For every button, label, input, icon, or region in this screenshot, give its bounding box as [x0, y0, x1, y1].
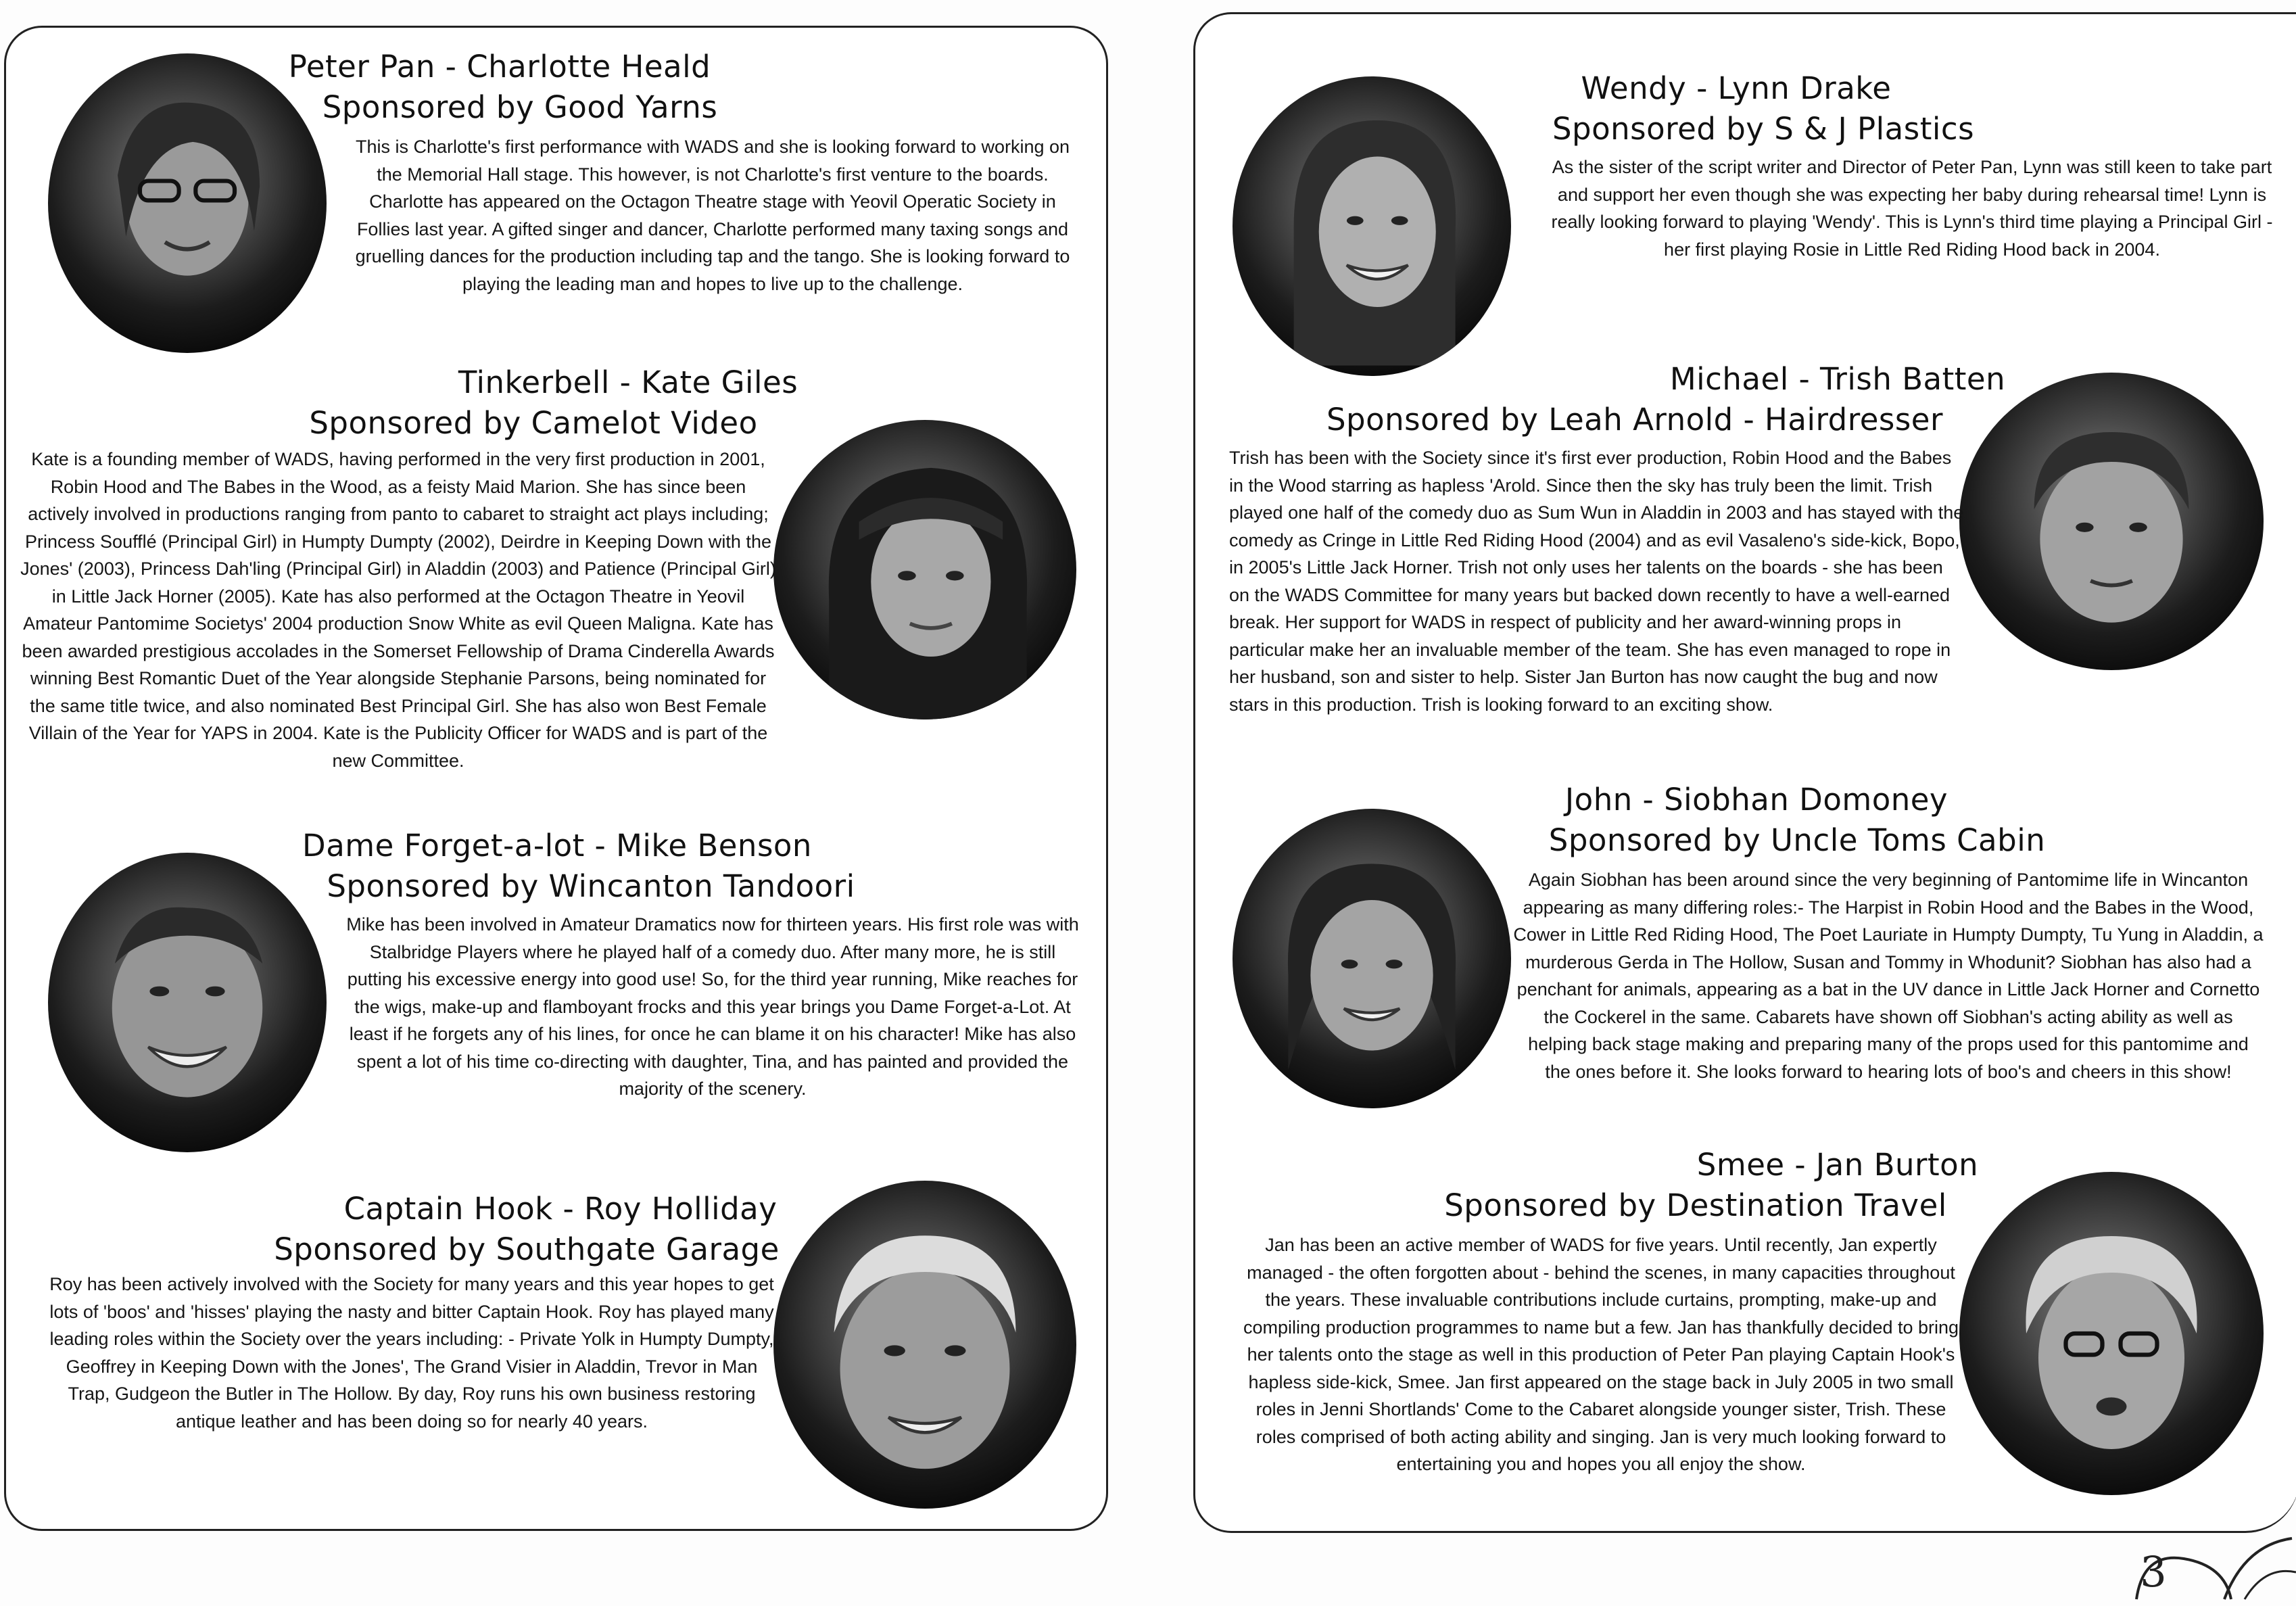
portrait-photo-lynn-drake — [1233, 76, 1511, 376]
sponsor-trish-batten — [1276, 400, 1993, 440]
role-title: Peter Pan - Charlotte Heald — [288, 49, 711, 85]
person-portrait-icon — [773, 1181, 1076, 1509]
role-title: John - Siobhan Domoney — [1564, 782, 1948, 818]
bio-paragraph: As the sister of the script writer and Director of Peter Pan, Lynn was still keen to take part and support her even though she was expecting her baby during rehearsal time! Lynn is really looking forward to playing 'Wendy'. This is Lynn's third time playing a Principal Girl - her first playing Rosie in Little Red Riding Hood back in 2004. — [1551, 157, 2273, 260]
person-portrait-icon — [1959, 373, 2264, 670]
role-title: Michael - Trish Batten — [1669, 361, 2006, 397]
title-siobhan-domoney — [1452, 780, 2061, 820]
title-roy-holliday — [229, 1189, 892, 1229]
sponsor-line: Sponsored by Leah Arnold - Hairdresser — [1326, 402, 1943, 438]
bio-text-mike-benson — [344, 911, 1081, 1103]
bio-paragraph: Trish has been with the Society since it's first ever production, Robin Hood and the Babes in the Wood starring as hapless 'Arold. Since then the sky has truly been the limit. Trish played one half of the comedy duo as Sum Wun in Aladdin in 2003 and has stayed with the comedy as Cringe in Little Red Riding Hood (2004) and as evil Vasaleno's side-kick, Bopo, in 2005's Little Jack Horner. Trish not only uses her talents on the boards - she has been on the WADS Committee for many years but backed down recently to have a well-earned break. Her support for WADS in respect of publicity and her award-winning props in particular make her an invaluable member of the team. She has even managed to rope in her husband, son and sister to help. Sister Jan Burton has now caught the bug and now stars in this production. Trish is looking forward to an exciting show. — [1229, 448, 1964, 715]
portrait-photo-jan-burton — [1959, 1172, 2264, 1495]
sponsor-lynn-drake — [1506, 109, 2020, 149]
sponsor-line: Sponsored by Wincanton Tandoori — [327, 868, 855, 904]
bio-paragraph: Kate is a founding member of WADS, having performed in the very first production in 2001, Robin Hood and The Babes in the Wood, as a feisty Maid Marion. She has since been actively involved in productions ranging from panto to cabaret to straight act plays including; Princess Soufflé (Principal Girl) in Humpty Dumpty (2002), Deirdre in Keeping Down with the Jones' (2003), Princess Dah'ling (Principal Girl) in Aladdin (2003) and Patience (Principal Girl) in Little Jack Horner (2005). Kate has also performed at the Octagon Theatre in Yeovil Amateur Pantomime Societys' 2004 production Snow White as evil Queen Maligna. Kate has been awarded prestigious accolades in the Somerset Fellowship of Drama Cinderella Awards winning Best Romantic Duet of the Year alongside Stephanie Parsons, being nominated for the same title twice, and also nominated Best Principal Girl. She has also won Best Female Villain of the Year for YAPS in 2004. Kate is the Publicity Officer for WADS and is part of the new Committee. — [20, 449, 776, 771]
right-page-panel — [1193, 12, 2296, 1533]
sponsor-line: Sponsored by S & J Plastics — [1552, 111, 1975, 147]
role-title: Tinkerbell - Kate Giles — [458, 364, 798, 400]
sponsor-jan-burton — [1398, 1185, 1993, 1226]
bio-text-siobhan-domoney — [1513, 866, 2264, 1085]
bio-text-lynn-drake — [1547, 153, 2277, 263]
bio-text-roy-holliday — [47, 1271, 777, 1435]
person-portrait-icon — [1959, 1172, 2264, 1495]
bio-paragraph: Roy has been actively involved with the Society for many years and this year hopes to get lots of 'boos' and 'hisses' playing the nasty and bitter Captain Hook. Roy has played many leading roles within the Society over the years including: - Private Yolk in Humpty Dumpty, Geoffrey in Keeping Down with the Jones', The Grand Visier in Aladdin, Trevor in Man Trap, Gudgeon the Butler in The Hollow. By day, Roy runs his own business restoring antique leather and has been doing so for nearly 40 years. — [49, 1274, 774, 1432]
bio-paragraph: This is Charlotte's first performance with WADS and she is looking forward to working on the Memorial Hall stage. This however, is not Charlotte's first venture to the boards. Charlotte has appeared on the Octagon Theatre stage with Yeovil Operatic Society in Follies last year. A gifted singer and dancer, Charlotte performed many taxing songs and gruelling dances for the production including tap and the tango. She is looking forward to playing the leading man and hopes to live up to the challenge. — [355, 137, 1070, 294]
bio-paragraph: Again Siobhan has been around since the very beginning of Pantomime life in Wincanton appearing as many differing roles:- The Harpist in Robin Hood and the Babes in the Wood, Cower in Little Red Riding Hood, The Poet Lauriate in Humpty Dumpty, Tu Yung in Aladdin, a murderous Gerda in The Hollow, Susan and Tommy in Whodunit? Siobhan has also had a penchant for animals, appearing as a bat in the UV dance in Little Jack Horner and Cornetto the Cockerel in the same. Cabarets have shown off Siobhan's acting ability as well as helping back stage making and preparing many of the props used for this pantomime and the ones before it. She looks forward to hearing lots of boo's and cheers in this show! — [1513, 870, 2264, 1082]
role-title: Wendy - Lynn Drake — [1581, 70, 1892, 106]
role-title: Smee - Jan Burton — [1696, 1147, 1979, 1183]
bio-paragraph: Mike has been involved in Amateur Dramatics now for thirteen years. His first role was with Stalbridge Players where he played half of a comedy duo. After many more, he is still putting his excessive energy into good use! So, for the third year running, Mike reaches for the wigs, make-up and flamboyant frocks and this year brings you Dame Forget-a-Lot. At least if he forgets any of his lines, for once he can blame it on his character! Mike has also spent a lot of his time co-directing with daughter, Tina, and has painted and provided the majority of the scenery. — [346, 914, 1079, 1099]
title-kate-giles — [290, 362, 966, 403]
page-number: 3 — [2140, 1547, 2167, 1597]
sponsor-line: Sponsored by Uncle Toms Cabin — [1548, 822, 2046, 858]
bio-paragraph: Jan has been an active member of WADS for five years. Until recently, Jan expertly managed - the often forgotten about - behind the scenes, in many capacities throughout the years. These invaluable contributions include curtains, prompting, make-up and compiling production programmes to name but a few. Jan has thankfully decided to bring her talents onto the stage as well in this production of Peter Pan playing Captain Hook's hapless side-kick, Smee. Jan first appeared on the stage back in July 2005 in two small roles in Jenni Shortlands' Come to the Cabaret alongside younger sister, Trish. These roles comprised of both acting ability and singing. Jan is very much looking forward to entertaining you and hopes you all enjoy the show. — [1243, 1235, 1959, 1474]
person-portrait-icon — [1233, 809, 1511, 1108]
role-title: Captain Hook - Roy Holliday — [343, 1191, 778, 1227]
sponsor-line: Sponsored by Southgate Garage — [274, 1231, 780, 1267]
portrait-photo-siobhan-domoney — [1233, 809, 1511, 1108]
sponsor-line: Sponsored by Camelot Video — [309, 405, 758, 441]
bio-charlotte-heald — [209, 47, 790, 87]
person-portrait-icon — [773, 420, 1076, 719]
bio-text-jan-burton — [1236, 1231, 1966, 1478]
title-mike-benson — [202, 826, 912, 866]
person-portrait-icon — [1233, 76, 1511, 376]
sponsor-line: Sponsored by Good Yarns — [322, 89, 718, 125]
bio-text-kate-giles — [20, 446, 777, 774]
sponsor-charlotte-heald — [229, 87, 811, 128]
portrait-photo-kate-giles — [773, 420, 1076, 719]
title-jan-burton — [1574, 1145, 2101, 1185]
sponsor-line: Sponsored by Destination Travel — [1444, 1187, 1947, 1223]
portrait-photo-trish-batten — [1959, 373, 2264, 670]
sponsor-siobhan-domoney — [1493, 820, 2101, 861]
portrait-photo-roy-holliday — [773, 1181, 1076, 1509]
bio-text-charlotte-heald — [344, 133, 1081, 298]
role-title: Dame Forget-a-lot - Mike Benson — [302, 828, 812, 864]
sponsor-kate-giles — [195, 403, 871, 444]
bio-text-trish-batten — [1229, 444, 1966, 718]
title-lynn-drake — [1479, 68, 1993, 109]
left-page-panel — [4, 26, 1108, 1531]
sponsor-mike-benson — [236, 866, 946, 907]
